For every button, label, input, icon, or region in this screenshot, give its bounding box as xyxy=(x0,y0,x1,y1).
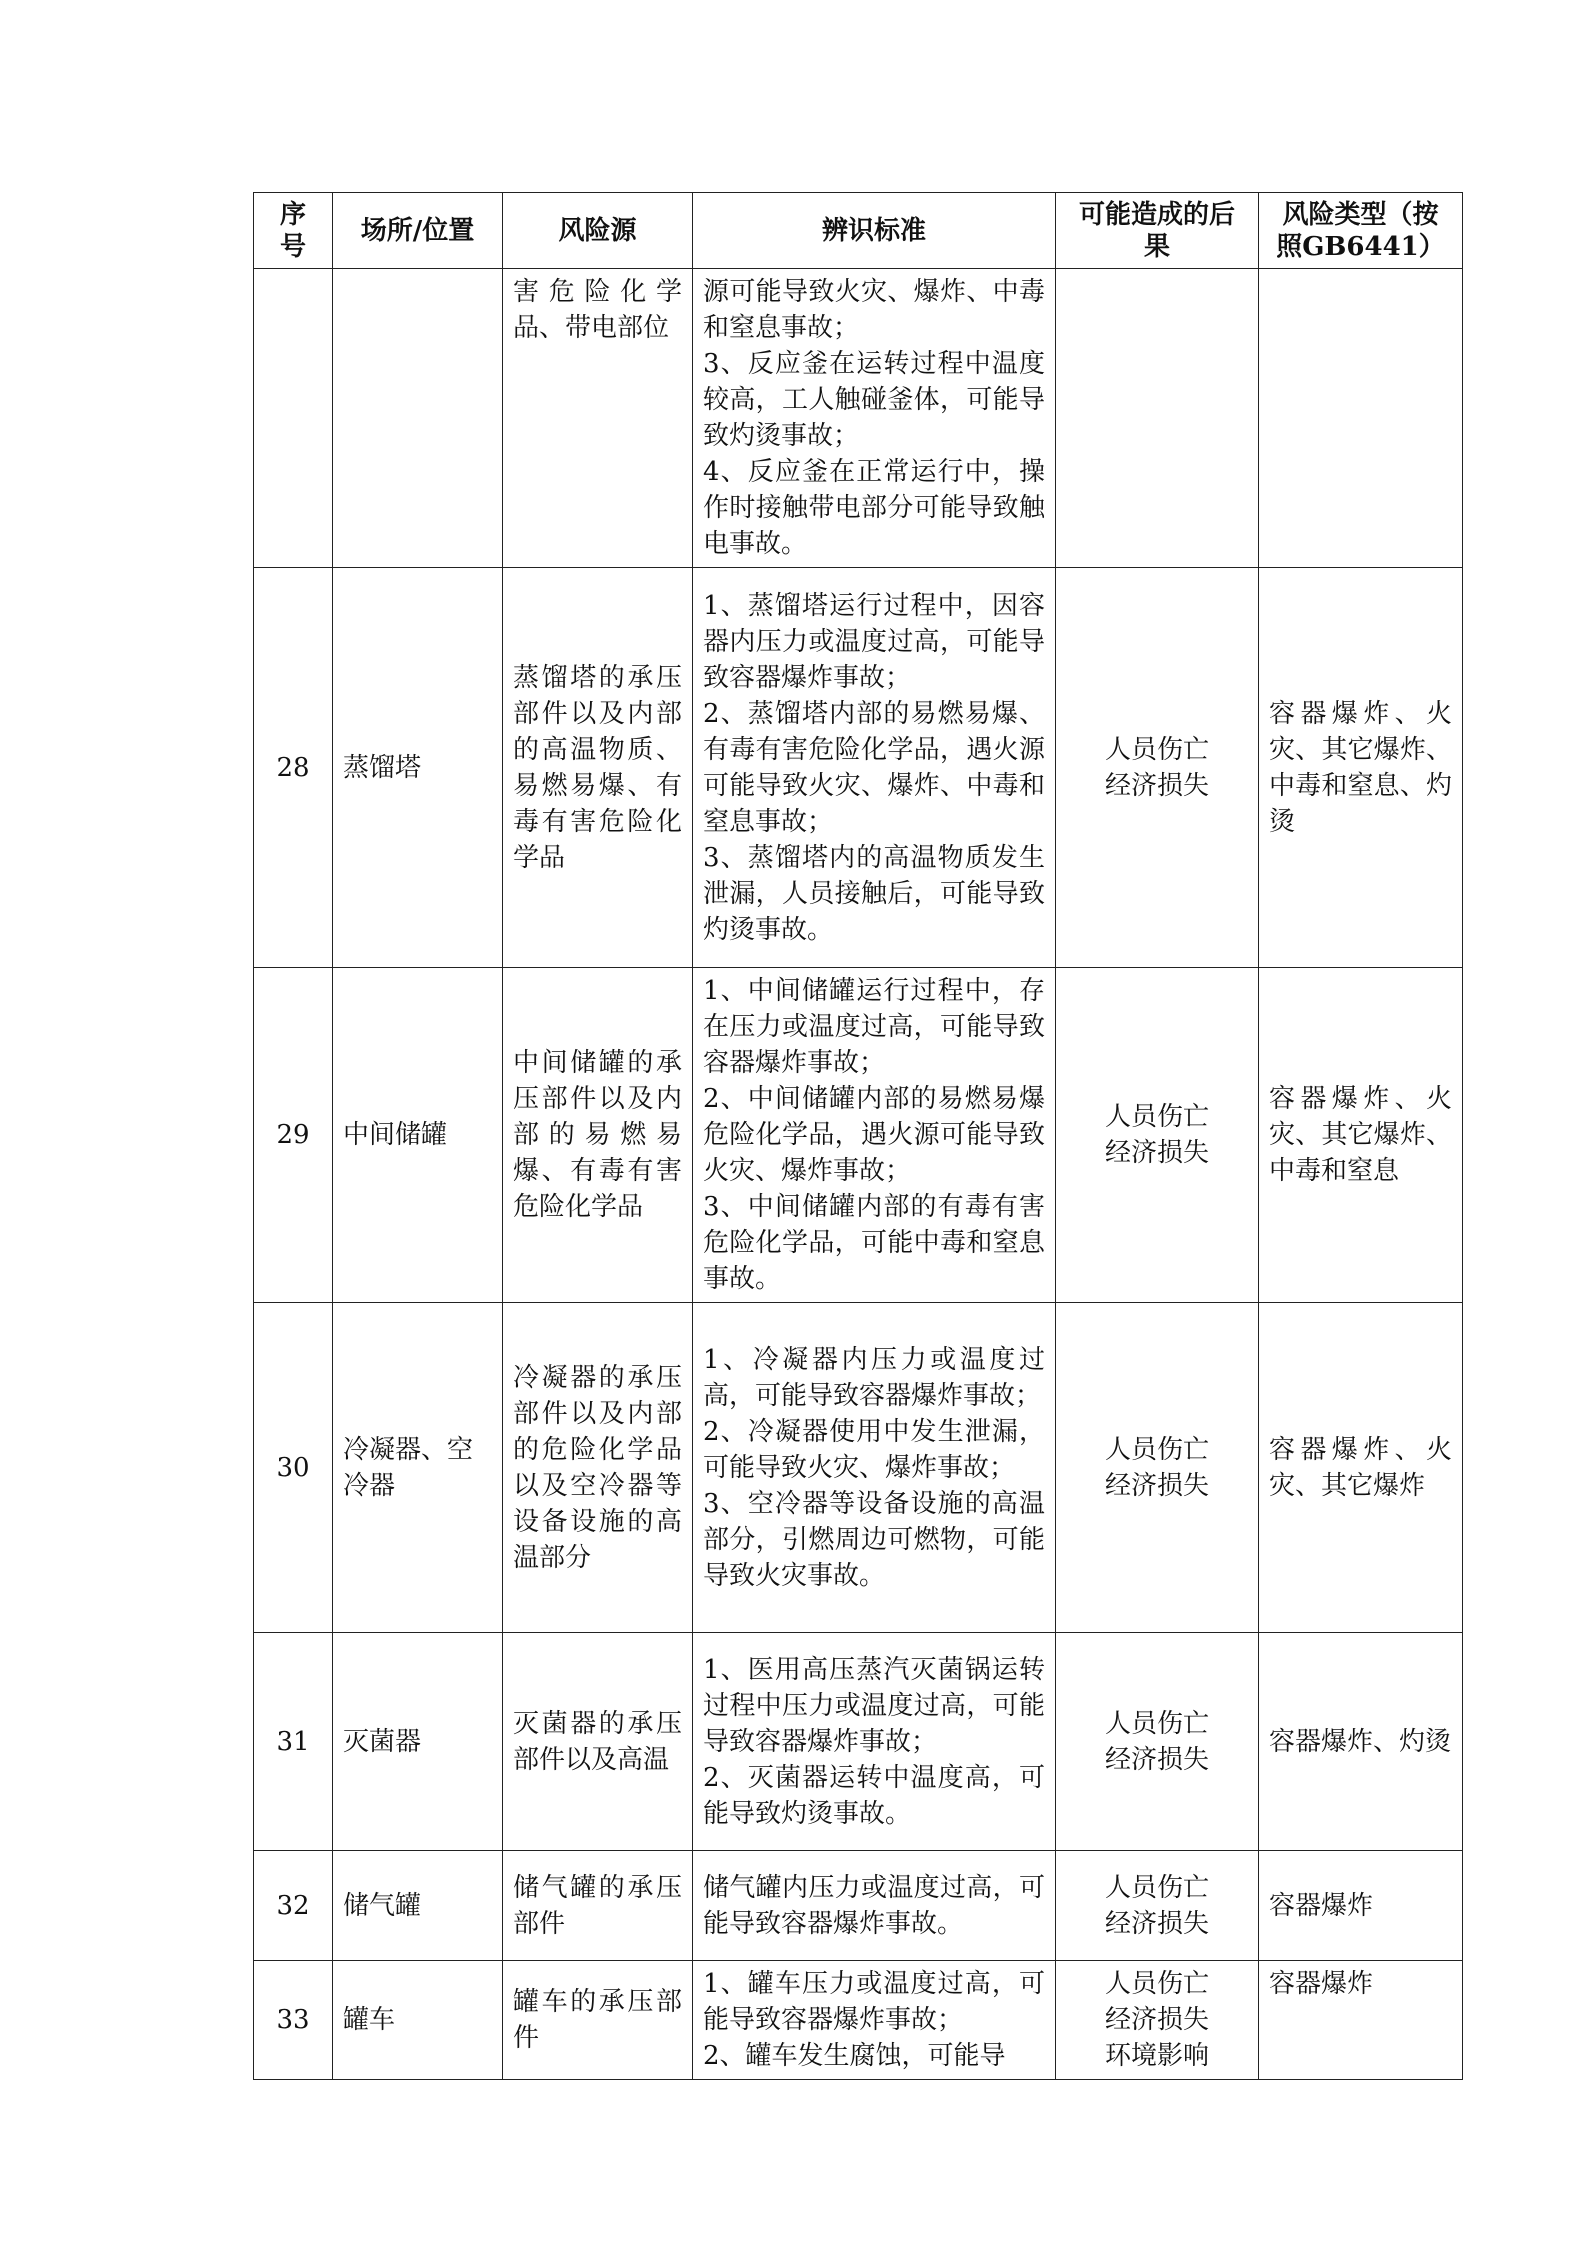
row-criteria xyxy=(693,269,1056,568)
criteria-item: 2、蒸馏塔内部的易燃易爆、有毒有害危险化学品，遇火源可能导致火灾、爆炸、中毒和窒息事故； xyxy=(703,698,1045,837)
row-risk-source: 储气罐的承压部件 xyxy=(503,1851,693,1961)
table-row xyxy=(254,568,1463,968)
row-serial-no: 28 xyxy=(254,568,333,968)
row-consequence: 人员伤亡 经济损失 xyxy=(1056,1303,1259,1633)
row-criteria xyxy=(693,968,1056,1303)
row-criteria xyxy=(693,1633,1056,1851)
row-risk-type: 容器爆炸 xyxy=(1259,1851,1463,1961)
row-consequence: 人员伤亡 经济损失 环境影响 xyxy=(1056,1961,1259,2080)
row-risk-type: 容器爆炸、火灾、其它爆炸、中毒和窒息 xyxy=(1259,968,1463,1303)
table-row xyxy=(254,1633,1463,1851)
row-serial-no: 30 xyxy=(254,1303,333,1633)
header-location: 场所/位置 xyxy=(333,193,503,269)
header-criteria: 辨识标准 xyxy=(693,193,1056,269)
row-criteria xyxy=(693,1303,1056,1633)
header-consequence: 可能造成的后 果 xyxy=(1056,193,1259,269)
row-consequence: 人员伤亡 经济损失 xyxy=(1056,568,1259,968)
criteria-item: 2、冷凝器使用中发生泄漏，可能导致火灾、爆炸事故； xyxy=(703,1416,1045,1483)
row-serial-no xyxy=(254,269,333,568)
criteria-item: 2、灭菌器运转中温度高，可能导致灼烫事故。 xyxy=(703,1762,1045,1829)
table-row xyxy=(254,1851,1463,1961)
row-consequence: 人员伤亡 经济损失 xyxy=(1056,1851,1259,1961)
criteria-item: 源可能导致火灾、爆炸、中毒和窒息事故； xyxy=(703,277,1045,343)
criteria-item: 储气罐内压力或温度过高，可能导致容器爆炸事故。 xyxy=(703,1872,1045,1939)
criteria-item: 3、空冷器等设备设施的高温部分，引燃周边可燃物，可能导致火灾事故。 xyxy=(703,1488,1045,1591)
row-location: 中间储罐 xyxy=(333,968,503,1303)
criteria-item: 1、冷凝器内压力或温度过高，可能导致容器爆炸事故； xyxy=(703,1344,1045,1411)
table-row xyxy=(254,1303,1463,1633)
criteria-item: 2、罐车发生腐蚀，可能导 xyxy=(703,2041,1006,2071)
row-serial-no: 33 xyxy=(254,1961,333,2080)
row-criteria xyxy=(693,1961,1056,2080)
row-criteria xyxy=(693,1851,1056,1961)
criteria-item: 4、反应釜在正常运行中，操作时接触带电部分可能导致触电事故。 xyxy=(703,457,1045,559)
table-row xyxy=(254,269,1463,568)
row-risk-type xyxy=(1259,269,1463,568)
table-header-row xyxy=(254,193,1463,269)
row-risk-source: 害危险化学品、带电部位 xyxy=(503,269,693,568)
criteria-item: 3、反应釜在运转过程中温度较高，工人触碰釜体，可能导致灼烫事故； xyxy=(703,349,1045,451)
risk-table xyxy=(253,192,1463,2080)
criteria-item: 2、中间储罐内部的易燃易爆危险化学品，遇火源可能导致火灾、爆炸事故； xyxy=(703,1084,1045,1186)
row-risk-source: 罐车的承压部件 xyxy=(503,1961,693,2080)
header-risk-source: 风险源 xyxy=(503,193,693,269)
row-consequence: 人员伤亡 经济损失 xyxy=(1056,968,1259,1303)
header-serial-no: 序 号 xyxy=(254,193,333,269)
row-location xyxy=(333,269,503,568)
document-page xyxy=(253,192,1462,2080)
row-risk-source: 灭菌器的承压部件以及高温 xyxy=(503,1633,693,1851)
row-consequence xyxy=(1056,269,1259,568)
row-consequence: 人员伤亡 经济损失 xyxy=(1056,1633,1259,1851)
row-risk-source: 蒸馏塔的承压部件以及内部的高温物质、易燃易爆、有毒有害危险化学品 xyxy=(503,568,693,968)
criteria-item: 1、蒸馏塔运行过程中，因容器内压力或温度过高，可能导致容器爆炸事故； xyxy=(703,590,1045,693)
row-risk-source: 中间储罐的承压部件以及内部的易燃易爆、有毒有害危险化学品 xyxy=(503,968,693,1303)
header-risk-type: 风险类型（按 照GB6441） xyxy=(1259,193,1463,269)
criteria-item: 1、罐车压力或温度过高，可能导致容器爆炸事故； xyxy=(703,1969,1045,2035)
criteria-item: 1、中间储罐运行过程中，存在压力或温度过高，可能导致容器爆炸事故； xyxy=(703,976,1045,1078)
row-risk-type: 容器爆炸、灼烫 xyxy=(1259,1633,1463,1851)
row-risk-type: 容器爆炸 xyxy=(1259,1961,1463,2080)
row-location: 罐车 xyxy=(333,1961,503,2080)
row-risk-source: 冷凝器的承压部件以及内部的危险化学品以及空冷器等设备设施的高温部分 xyxy=(503,1303,693,1633)
row-criteria xyxy=(693,568,1056,968)
row-location: 灭菌器 xyxy=(333,1633,503,1851)
criteria-item: 3、中间储罐内部的有毒有害危险化学品，可能中毒和窒息事故。 xyxy=(703,1192,1045,1294)
row-serial-no: 31 xyxy=(254,1633,333,1851)
criteria-item: 3、蒸馏塔内的高温物质发生泄漏，人员接触后，可能导致灼烫事故。 xyxy=(703,842,1045,945)
row-location: 冷凝器、空冷器 xyxy=(333,1303,503,1633)
table-row xyxy=(254,968,1463,1303)
row-risk-type: 容器爆炸、火灾、其它爆炸、中毒和窒息、灼烫 xyxy=(1259,568,1463,968)
row-location: 储气罐 xyxy=(333,1851,503,1961)
criteria-item: 1、医用高压蒸汽灭菌锅运转过程中压力或温度过高，可能导致容器爆炸事故； xyxy=(703,1654,1045,1757)
row-risk-type: 容器爆炸、火灾、其它爆炸 xyxy=(1259,1303,1463,1633)
table-row xyxy=(254,1961,1463,2080)
row-location: 蒸馏塔 xyxy=(333,568,503,968)
row-serial-no: 29 xyxy=(254,968,333,1303)
row-serial-no: 32 xyxy=(254,1851,333,1961)
